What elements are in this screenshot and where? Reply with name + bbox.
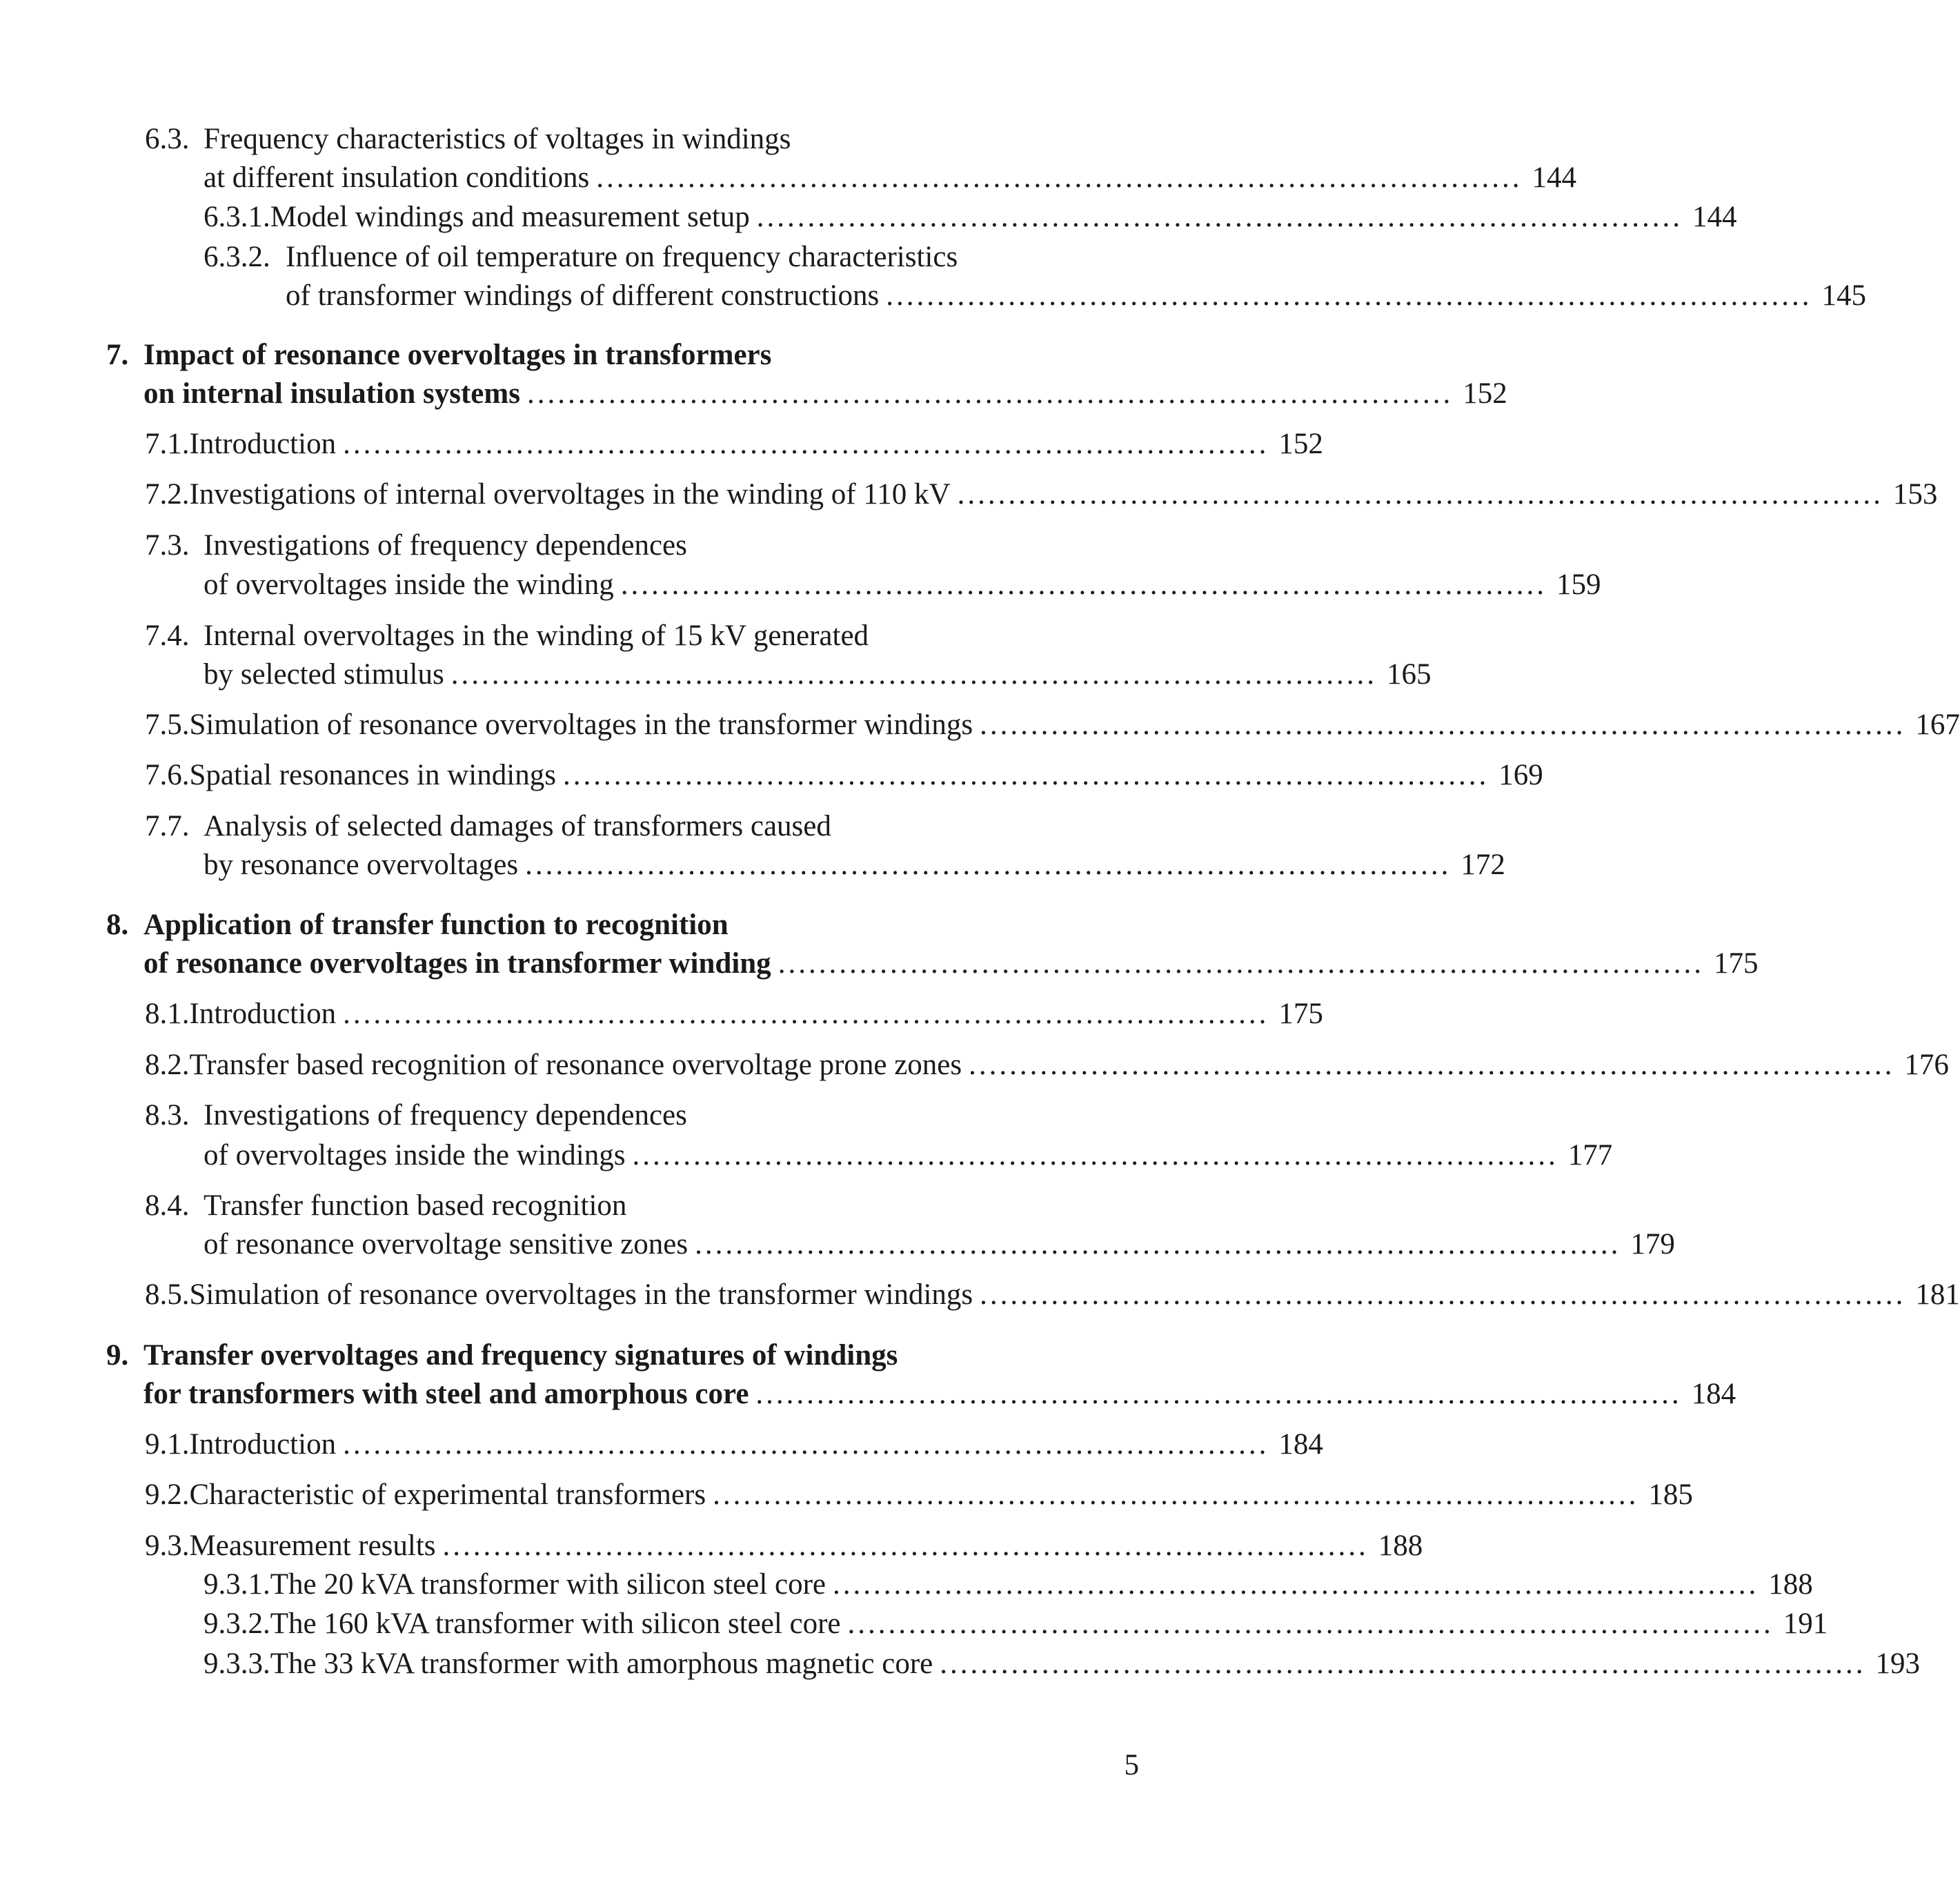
page-ref: 175 bbox=[1713, 947, 1759, 980]
toc-entry-line bbox=[204, 565, 1601, 604]
page-ref: 153 bbox=[1892, 478, 1938, 511]
toc-entry-line bbox=[204, 1565, 1813, 1604]
toc-entry-line bbox=[204, 158, 1577, 197]
leader-dots: ........................................................................................... bbox=[695, 1228, 1621, 1260]
section-number: 7. bbox=[106, 339, 129, 371]
section-title: Influence of oil temperature on frequency characteristics bbox=[286, 241, 958, 273]
page-ref: 167 bbox=[1915, 709, 1960, 741]
section-number: 9.3.1. bbox=[204, 1568, 270, 1601]
section-title: Spatial resonances in windings bbox=[189, 759, 556, 791]
leader-dots: ........................................................................................... bbox=[562, 759, 1489, 791]
leader-dots: ........................................................................................... bbox=[957, 478, 1883, 511]
section-title: Transfer function based recognition bbox=[204, 1189, 627, 1222]
page-ref: 159 bbox=[1556, 568, 1601, 601]
section-title: of transformer windings of different constructions bbox=[286, 279, 880, 312]
leader-dots: ........................................................................................... bbox=[755, 1378, 1682, 1410]
toc-entry-line bbox=[145, 1475, 1693, 1514]
section-number: 9.3. bbox=[145, 1530, 190, 1562]
section-number: 8.2. bbox=[145, 1049, 190, 1081]
section-number: 7.4. bbox=[145, 620, 190, 652]
page-ref: 188 bbox=[1378, 1530, 1423, 1562]
toc-entry-line bbox=[145, 1045, 1949, 1085]
toc-entry-line bbox=[106, 905, 729, 944]
toc-entry-line bbox=[286, 276, 1866, 315]
leader-dots: ........................................................................................... bbox=[969, 1049, 1895, 1081]
toc-entry-line bbox=[143, 1374, 1736, 1414]
section-title: Transfer overvoltages and frequency signatures of windings bbox=[143, 1339, 898, 1372]
toc-entry-line bbox=[145, 1096, 687, 1135]
section-number: 9.2. bbox=[145, 1478, 190, 1511]
section-number: 7.5. bbox=[145, 709, 190, 741]
leader-dots: ........................................................................................... bbox=[632, 1139, 1558, 1171]
leader-dots: ........................................................................................... bbox=[451, 658, 1377, 691]
toc-entry-line bbox=[145, 705, 1960, 744]
section-title: of resonance overvoltage sensitive zones bbox=[204, 1228, 689, 1260]
toc-entry-line bbox=[204, 655, 1432, 694]
leader-dots: ........................................................................................... bbox=[343, 1428, 1269, 1461]
section-number: 9.3.2. bbox=[204, 1608, 270, 1640]
section-title: Internal overvoltages in the winding of 15 kV generated bbox=[204, 620, 869, 652]
toc-entry-line bbox=[204, 1225, 1675, 1264]
toc-entry-line bbox=[204, 237, 958, 277]
page-ref: 152 bbox=[1463, 377, 1507, 410]
page-ref: 184 bbox=[1691, 1378, 1736, 1410]
toc-entry-line bbox=[145, 807, 831, 846]
leader-dots: ........................................................................................... bbox=[980, 1278, 1906, 1311]
leader-dots: ........................................................................................... bbox=[525, 849, 1452, 881]
toc-entry-line bbox=[106, 335, 771, 375]
leader-dots: ........................................................................................... bbox=[596, 161, 1523, 194]
page-ref: 184 bbox=[1278, 1428, 1323, 1461]
leader-dots: ........................................................................................... bbox=[778, 947, 1704, 980]
toc-entry-line bbox=[143, 944, 1759, 983]
page-ref: 169 bbox=[1498, 759, 1543, 791]
section-title: of overvoltages inside the windings bbox=[204, 1139, 626, 1171]
section-title: Characteristic of experimental transformers bbox=[189, 1478, 706, 1511]
page-number: 5 bbox=[1124, 1749, 1139, 1781]
section-title: Measurement results bbox=[189, 1530, 436, 1562]
section-title: Introduction bbox=[189, 1428, 337, 1461]
toc-entry-line bbox=[143, 374, 1507, 413]
section-title: The 33 kVA transformer with amorphous magnetic core bbox=[270, 1648, 933, 1680]
toc-entry-line bbox=[204, 1644, 1920, 1683]
toc-entry-line bbox=[145, 526, 687, 565]
leader-dots: ........................................................................................... bbox=[526, 377, 1454, 410]
section-number: 7.2. bbox=[145, 478, 190, 511]
toc-entry-line bbox=[204, 197, 1737, 237]
leader-dots: ........................................................................................... bbox=[940, 1648, 1866, 1680]
section-title: Model windings and measurement setup bbox=[270, 201, 750, 233]
leader-dots: ........................................................................................... bbox=[343, 998, 1269, 1030]
page-ref: 175 bbox=[1278, 998, 1323, 1030]
section-title: of overvoltages inside the winding bbox=[204, 568, 614, 601]
toc-entry-line bbox=[145, 994, 1323, 1033]
page-ref: 191 bbox=[1783, 1608, 1828, 1640]
section-title: of resonance overvoltages in transformer winding bbox=[143, 947, 771, 980]
page-ref: 144 bbox=[1692, 201, 1737, 233]
leader-dots: ........................................................................................... bbox=[620, 568, 1547, 601]
section-number: 7.6. bbox=[145, 759, 190, 791]
section-number: 8.1. bbox=[145, 998, 190, 1030]
section-title: Introduction bbox=[189, 998, 337, 1030]
page-ref: 165 bbox=[1386, 658, 1432, 691]
section-title: by resonance overvoltages bbox=[204, 849, 519, 881]
section-number: 8.3. bbox=[145, 1099, 190, 1131]
leader-dots: ........................................................................................... bbox=[980, 709, 1906, 741]
leader-dots: ........................................................................................... bbox=[847, 1608, 1774, 1640]
toc-entry-line bbox=[204, 845, 1505, 884]
section-title: on internal insulation systems bbox=[143, 377, 520, 410]
leader-dots: ........................................................................................... bbox=[756, 201, 1683, 233]
page-ref: 176 bbox=[1904, 1049, 1949, 1081]
section-number: 9.3.3. bbox=[204, 1648, 270, 1680]
toc-entry-line bbox=[145, 755, 1543, 795]
toc-entry-line bbox=[145, 1425, 1323, 1464]
toc-entry-line bbox=[145, 1186, 626, 1225]
section-title: for transformers with steel and amorphous core bbox=[143, 1378, 749, 1410]
page-ref: 152 bbox=[1278, 428, 1323, 460]
toc-entry-line bbox=[204, 1136, 1613, 1175]
section-number: 8. bbox=[106, 909, 129, 941]
section-number: 9.1. bbox=[145, 1428, 190, 1461]
section-number: 7.1. bbox=[145, 428, 190, 460]
section-title: by selected stimulus bbox=[204, 658, 444, 691]
section-title: Simulation of resonance overvoltages in the transformer windings bbox=[189, 709, 973, 741]
page-ref: 185 bbox=[1648, 1478, 1693, 1511]
section-number: 6.3. bbox=[145, 123, 190, 155]
section-number: 7.7. bbox=[145, 810, 190, 842]
section-title: The 160 kVA transformer with silicon steel core bbox=[270, 1608, 841, 1640]
toc-entry-line bbox=[106, 1336, 898, 1375]
page-ref: 179 bbox=[1630, 1228, 1675, 1260]
section-title: Investigations of frequency dependences bbox=[204, 529, 687, 562]
leader-dots: ........................................................................................... bbox=[833, 1568, 1759, 1601]
section-title: Simulation of resonance overvoltages in the transformer windings bbox=[189, 1278, 973, 1311]
section-title: Impact of resonance overvoltages in transformers bbox=[143, 339, 772, 371]
section-number: 8.5. bbox=[145, 1278, 190, 1311]
section-title: Introduction bbox=[189, 428, 337, 460]
section-title: Investigations of internal overvoltages in the winding of 110 kV bbox=[189, 478, 951, 511]
toc-entry-line bbox=[145, 1526, 1423, 1565]
page-ref: 181 bbox=[1915, 1278, 1960, 1311]
toc-entry-line bbox=[145, 616, 869, 655]
page-ref: 144 bbox=[1532, 161, 1577, 194]
leader-dots: ........................................................................................... bbox=[886, 279, 1812, 312]
toc-entry-line bbox=[145, 119, 791, 159]
toc-entry-line bbox=[145, 424, 1323, 464]
section-title: at different insulation conditions bbox=[204, 161, 590, 194]
section-title: Transfer based recognition of resonance overvoltage prone zones bbox=[189, 1049, 962, 1081]
section-title: Investigations of frequency dependences bbox=[204, 1099, 687, 1131]
toc-entry-line bbox=[204, 1604, 1828, 1643]
page-ref: 188 bbox=[1768, 1568, 1813, 1601]
leader-dots: ........................................................................................... bbox=[442, 1530, 1369, 1562]
page-ref: 193 bbox=[1875, 1648, 1920, 1680]
section-title: The 20 kVA transformer with silicon steel core bbox=[270, 1568, 826, 1601]
section-number: 9. bbox=[106, 1339, 129, 1372]
section-number: 7.3. bbox=[145, 529, 190, 562]
page-ref: 172 bbox=[1461, 849, 1505, 881]
section-number: 8.4. bbox=[145, 1189, 190, 1222]
section-title: Analysis of selected damages of transformers caused bbox=[204, 810, 831, 842]
leader-dots: ........................................................................................... bbox=[713, 1478, 1639, 1511]
page-ref: 177 bbox=[1567, 1139, 1613, 1171]
section-number: 6.3.2. bbox=[204, 241, 270, 273]
toc-entry-line bbox=[145, 1275, 1960, 1314]
leader-dots: ........................................................................................... bbox=[343, 428, 1269, 460]
section-number: 6.3.1. bbox=[204, 201, 270, 233]
section-title: Application of transfer function to recognition bbox=[143, 909, 729, 941]
section-title: Frequency characteristics of voltages in windings bbox=[204, 123, 791, 155]
toc-entry-line bbox=[145, 475, 1938, 514]
page-ref: 145 bbox=[1821, 279, 1866, 312]
